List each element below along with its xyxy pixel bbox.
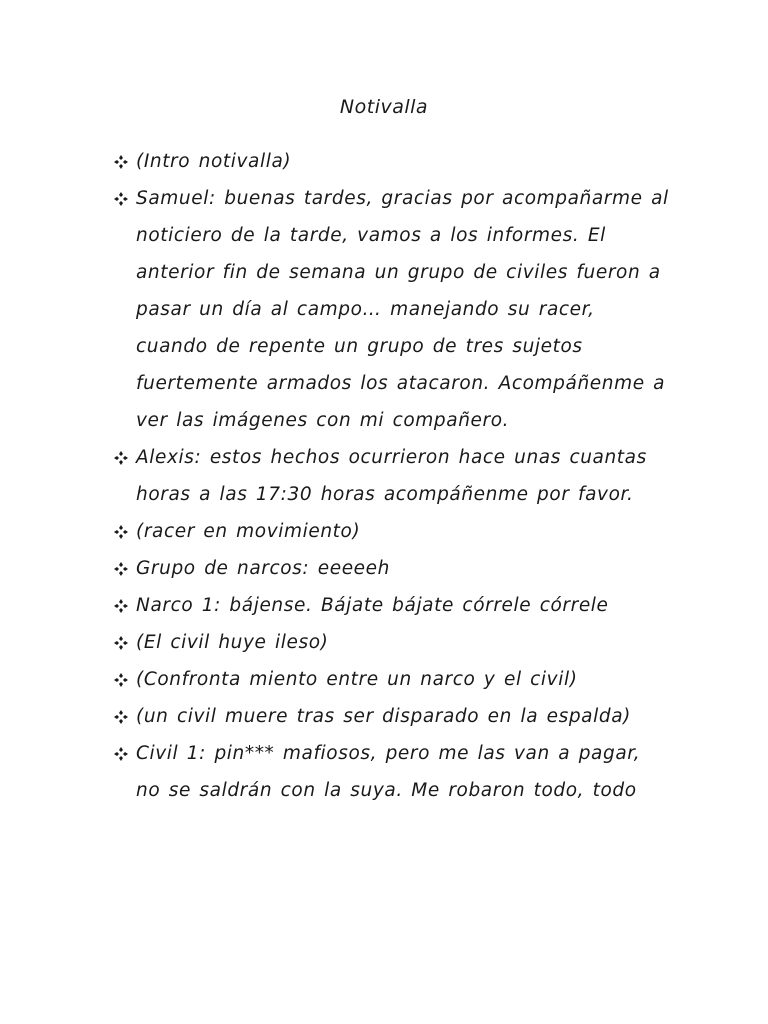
diamond-bullet-icon [114,525,128,539]
diamond-bullet-icon [114,710,128,724]
diamond-bullet-icon [114,747,128,761]
list-item [112,698,672,735]
list-item-text: (Intro notivalla) [136,151,292,172]
list-item-text: (racer en movimiento) [136,521,361,542]
diamond-bullet-icon [114,155,128,169]
list-item [112,735,672,809]
list-item [112,550,672,587]
list-item [112,143,672,180]
diamond-bullet-icon [114,599,128,613]
diamond-bullet-icon [114,451,128,465]
list-item [112,624,672,661]
list-item-text: (El civil huye ileso) [136,632,329,653]
diamond-bullet-icon [114,562,128,576]
list-item [112,439,672,513]
diamond-bullet-icon [114,636,128,650]
list-item-text: (un civil muere tras ser disparado en la espalda) [136,706,631,727]
list-item [112,661,672,698]
diamond-bullet-icon [114,192,128,206]
list-item-text: Samuel: buenas tardes, gracias por acompañarme al noticiero de la tarde, vamos a los informes. El anterior fin de semana un grupo de civiles fueron a pasar un día al campo… manejando su racer, cuando de repente un grupo de tres sujetos fuertemente armados los atacaron. Acompáñenme a ver las imágenes con mi compañero. [136,188,669,431]
list-item [112,587,672,624]
list-item-text: Alexis: estos hechos ocurrieron hace unas cuantas horas a las 17:30 horas acompáñenme por favor. [136,447,647,505]
list-item-text: (Confronta miento entre un narco y el civil) [136,669,578,690]
list-item-text: Grupo de narcos: eeeeeh [136,558,390,579]
diamond-bullet-icon [114,673,128,687]
list-item [112,180,672,439]
document-title: Notivalla [339,96,429,118]
list-item [112,513,672,550]
script-list [112,143,672,809]
list-item-text: Narco 1: bájense. Bájate bájate córrele córrele [136,595,609,616]
list-item-text: Civil 1: pin*** mafiosos, pero me las van a pagar, no se saldrán con la suya. Me robaron todo, todo [136,743,641,801]
